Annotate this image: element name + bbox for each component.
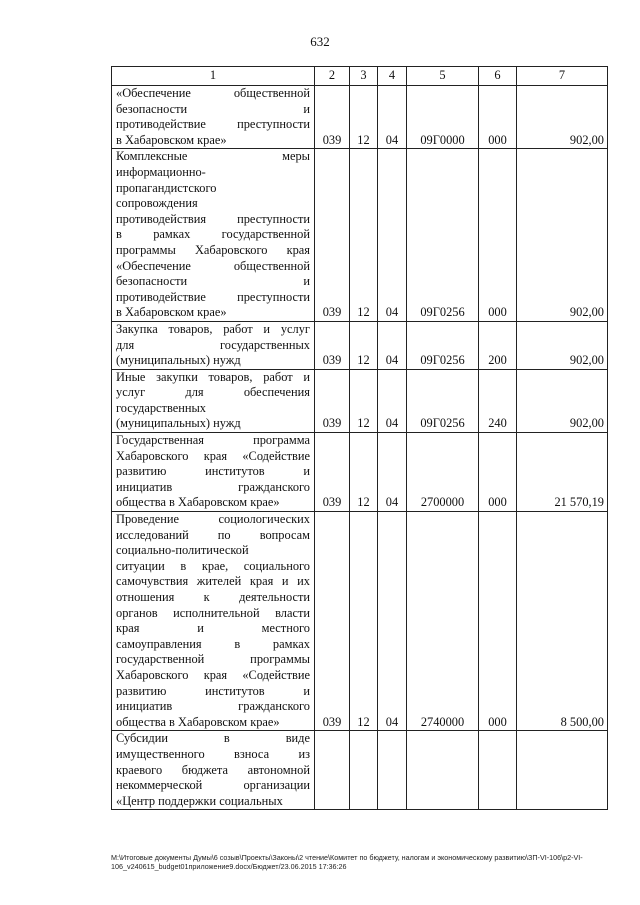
row-description: [112, 731, 315, 810]
amount-cell: [517, 731, 608, 810]
column-header: 5: [407, 67, 479, 86]
subsection-code-cell: [378, 731, 407, 810]
description-line: общества в Хабаровском крае»: [116, 495, 280, 510]
admin-code-cell: [315, 731, 350, 810]
description-line: (муниципальных) нужд: [116, 416, 241, 431]
expense-type-cell: [479, 731, 517, 810]
description-line: отношения к деятельности: [116, 590, 310, 604]
document-path-footer: M:\Итоговые документы Думы\6 созыв\Проекты\Законы\2 чтение\Комитет по бюджету, налогам и экономическому развитию\ЗП-VI-106\р2-VI-106_v240615_budget01приложение9.docx/Бюджет/23.06.2015 17:36:26: [111, 853, 583, 871]
description-line: краевого бюджета автономной: [116, 762, 310, 777]
description-line: программы Хабаровского края: [116, 242, 310, 257]
description-line: Государственная программа: [116, 433, 310, 448]
description-line: безопасности и: [116, 101, 310, 116]
description-line: в Хабаровском крае»: [116, 305, 227, 320]
table-row: [112, 433, 608, 512]
target-article-cell: 09Г0000: [407, 86, 479, 149]
description-line: исследований по вопросам: [116, 527, 310, 542]
expense-type-cell: 000: [479, 149, 517, 322]
description-line: пропагандистского: [116, 180, 217, 195]
subsection-code-cell: 04: [378, 321, 407, 369]
description-line: некоммерческой организации: [116, 778, 310, 793]
description-line: противодействие преступности: [116, 117, 310, 132]
description-line: «Обеспечение общественной: [116, 258, 310, 273]
description-line: развитию институтов и: [116, 683, 310, 698]
column-header: 3: [350, 67, 378, 86]
description-line: Субсидии в виде: [116, 731, 310, 746]
section-code-cell: 12: [350, 433, 378, 512]
column-header: 6: [479, 67, 517, 86]
description-line: края и местного: [116, 621, 310, 636]
table-row: [112, 731, 608, 810]
description-line: Хабаровского края «Содействие: [116, 667, 310, 682]
column-header: 2: [315, 67, 350, 86]
description-line: в Хабаровском крае»: [116, 132, 227, 147]
column-header: 4: [378, 67, 407, 86]
amount-cell: 21 570,19: [517, 433, 608, 512]
section-code-cell: 12: [350, 86, 378, 149]
amount-cell: 902,00: [517, 86, 608, 149]
amount-cell: 902,00: [517, 149, 608, 322]
description-line: самочувствия жителей края и их: [116, 574, 310, 589]
description-line: государственных: [116, 400, 207, 415]
target-article-cell: 2740000: [407, 512, 479, 731]
description-line: социально-политической: [116, 543, 249, 558]
section-code-cell: 12: [350, 149, 378, 322]
target-article-cell: 09Г0256: [407, 369, 479, 432]
description-line: Комплексные меры: [116, 149, 310, 164]
row-description: [112, 369, 315, 432]
amount-cell: 902,00: [517, 369, 608, 432]
admin-code-cell: 039: [315, 369, 350, 432]
table-header-row: [112, 67, 608, 86]
description-line: услуг для обеспечения: [116, 385, 310, 400]
description-line: органов исполнительной власти: [116, 605, 310, 620]
description-line: Проведение социологических: [116, 512, 310, 527]
amount-cell: 8 500,00: [517, 512, 608, 731]
section-code-cell: 12: [350, 512, 378, 731]
description-line: (муниципальных) нужд: [116, 353, 241, 368]
description-line: общества в Хабаровском крае»: [116, 714, 280, 729]
description-line: «Обеспечение общественной: [116, 86, 310, 100]
target-article-cell: 09Г0256: [407, 321, 479, 369]
expense-type-cell: 000: [479, 433, 517, 512]
description-line: безопасности и: [116, 274, 310, 289]
description-line: Иные закупки товаров, работ и: [116, 369, 310, 384]
subsection-code-cell: 04: [378, 433, 407, 512]
row-description: [112, 512, 315, 731]
description-line: информационно-: [116, 164, 206, 179]
row-description: [112, 321, 315, 369]
description-line: для государственных: [116, 337, 310, 352]
table-row: [112, 321, 608, 369]
description-line: «Центр поддержки социальных: [116, 793, 283, 808]
admin-code-cell: 039: [315, 512, 350, 731]
admin-code-cell: 039: [315, 86, 350, 149]
subsection-code-cell: 04: [378, 149, 407, 322]
table-row: [112, 369, 608, 432]
description-line: инициатив гражданского: [116, 479, 310, 494]
row-description: [112, 149, 315, 322]
section-code-cell: 12: [350, 369, 378, 432]
description-line: ситуации в крае, социального: [116, 558, 310, 573]
admin-code-cell: 039: [315, 433, 350, 512]
target-article-cell: [407, 731, 479, 810]
target-article-cell: 2700000: [407, 433, 479, 512]
description-line: в рамках государственной: [116, 227, 310, 242]
row-description: [112, 86, 315, 149]
table-row: [112, 512, 608, 731]
expense-type-cell: 000: [479, 86, 517, 149]
subsection-code-cell: 04: [378, 512, 407, 731]
admin-code-cell: 039: [315, 321, 350, 369]
description-line: государственной программы: [116, 652, 310, 667]
table-row: [112, 86, 608, 149]
expense-type-cell: 000: [479, 512, 517, 731]
description-line: противодействие преступности: [116, 289, 310, 304]
table-row: [112, 149, 608, 322]
description-line: Хабаровского края «Содействие: [116, 448, 310, 463]
column-header: 1: [112, 67, 315, 86]
subsection-code-cell: 04: [378, 86, 407, 149]
section-code-cell: 12: [350, 321, 378, 369]
expense-type-cell: 240: [479, 369, 517, 432]
description-line: развитию институтов и: [116, 464, 310, 479]
subsection-code-cell: 04: [378, 369, 407, 432]
section-code-cell: [350, 731, 378, 810]
admin-code-cell: 039: [315, 149, 350, 322]
description-line: сопровождения: [116, 196, 198, 211]
expense-type-cell: 200: [479, 321, 517, 369]
description-line: инициатив гражданского: [116, 699, 310, 714]
description-line: самоуправления в рамках: [116, 636, 310, 651]
page-number: 632: [310, 34, 330, 49]
description-line: Закупка товаров, работ и услуг: [116, 321, 310, 336]
amount-cell: 902,00: [517, 321, 608, 369]
budget-table: [111, 66, 608, 810]
description-line: имущественного взноса из: [116, 746, 310, 761]
column-header: 7: [517, 67, 608, 86]
row-description: [112, 433, 315, 512]
description-line: противодействия преступности: [116, 211, 310, 226]
target-article-cell: 09Г0256: [407, 149, 479, 322]
